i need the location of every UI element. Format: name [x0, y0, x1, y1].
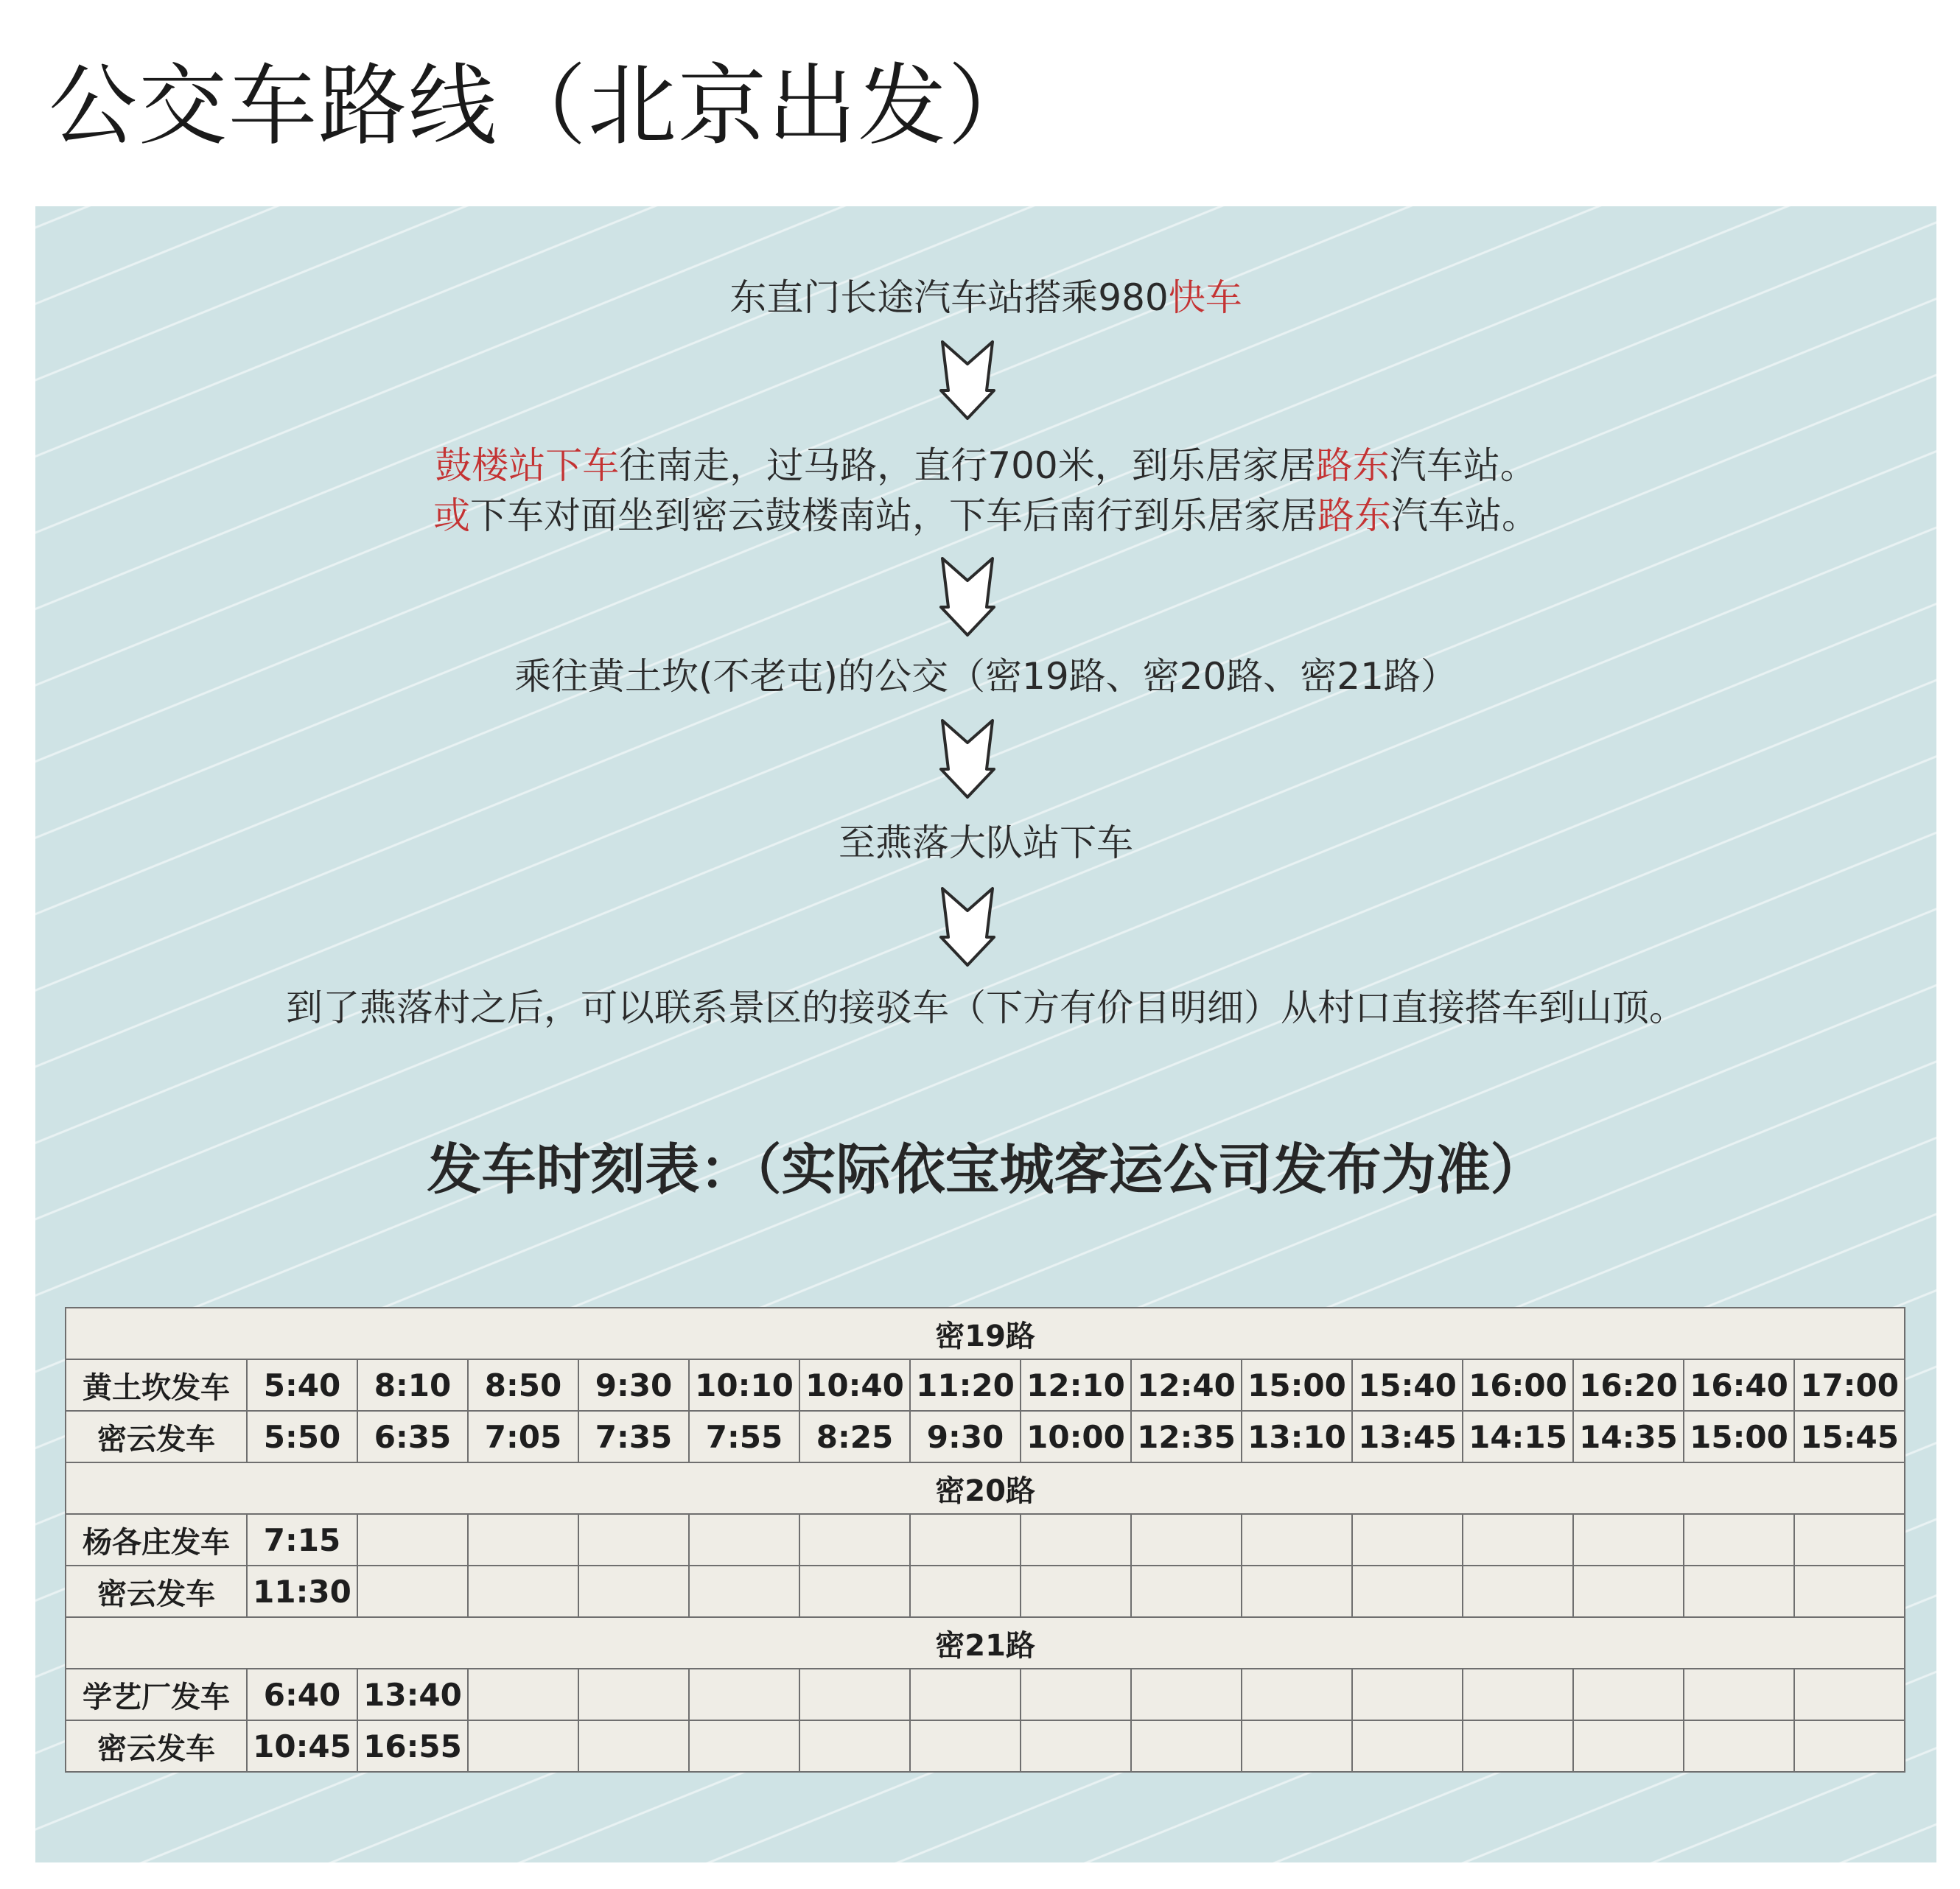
- departure-time-cell: 13:40: [357, 1669, 468, 1720]
- departure-time-cell: [1242, 1669, 1352, 1720]
- flow-step-2b-text-b: 下车对面坐到密云鼓楼南站，下车后南行到乐居家居: [470, 494, 1317, 537]
- departure-time-cell: [1242, 1514, 1352, 1566]
- departure-time-cell: 10:00: [1021, 1411, 1131, 1462]
- departure-time-cell: 7:15: [247, 1514, 357, 1566]
- departure-time-cell: [357, 1514, 468, 1566]
- departure-time-cell: 13:10: [1242, 1411, 1352, 1462]
- departure-time-cell: 14:35: [1573, 1411, 1684, 1462]
- departure-time-cell: [1684, 1669, 1794, 1720]
- departure-time-cell: [1352, 1514, 1463, 1566]
- departure-time-cell: 7:35: [578, 1411, 689, 1462]
- departure-time-cell: 6:35: [357, 1411, 468, 1462]
- departure-label: 密云发车: [66, 1720, 247, 1772]
- departure-time-cell: 15:00: [1242, 1359, 1352, 1411]
- departure-time-cell: [799, 1669, 910, 1720]
- departure-time-cell: [578, 1669, 689, 1720]
- departure-time-cell: 16:00: [1463, 1359, 1573, 1411]
- flow-step-2-highlight-c: 路东: [1315, 444, 1390, 487]
- flow-step-1: [35, 273, 1936, 323]
- flow-step-1-highlight: 快车: [1168, 276, 1242, 319]
- departure-time-cell: [689, 1514, 799, 1566]
- departure-time-cell: 12:35: [1131, 1411, 1242, 1462]
- flow-step-2-text-b: 往南走，过马路，直行700米，到乐居家居: [619, 444, 1316, 487]
- departure-label: 密云发车: [66, 1411, 247, 1462]
- departure-time-cell: [1131, 1720, 1242, 1772]
- departure-time-cell: [1794, 1669, 1905, 1720]
- flow-step-2b-highlight-c: 路东: [1317, 494, 1391, 537]
- departure-time-cell: 16:40: [1684, 1359, 1794, 1411]
- departure-time-cell: [1242, 1720, 1352, 1772]
- departure-time-cell: [1131, 1669, 1242, 1720]
- departure-time-cell: [1573, 1566, 1684, 1617]
- departure-time-cell: [357, 1566, 468, 1617]
- departure-time-cell: [1352, 1720, 1463, 1772]
- departure-time-cell: [1021, 1566, 1131, 1617]
- departure-time-cell: [1684, 1514, 1794, 1566]
- flow-step-1-text: 东直门长途汽车站搭乘980: [729, 276, 1169, 319]
- departure-time-cell: [578, 1514, 689, 1566]
- departure-label: 密云发车: [66, 1566, 247, 1617]
- departure-time-cell: 15:40: [1352, 1359, 1463, 1411]
- departure-time-cell: [1684, 1720, 1794, 1772]
- departure-time-cell: 15:00: [1684, 1411, 1794, 1462]
- flow-step-2-text-d: 汽车站。: [1389, 444, 1537, 487]
- flow-step-5: 到了燕落村之后，可以联系景区的接驳车（下方有价目明细）从村口直接搭车到山顶。: [286, 986, 1686, 1029]
- departure-time-cell: [468, 1720, 578, 1772]
- departure-time-cell: 12:40: [1131, 1359, 1242, 1411]
- table-row: [66, 1514, 1905, 1566]
- departure-time-cell: 8:25: [799, 1411, 910, 1462]
- departure-time-cell: [689, 1566, 799, 1617]
- departure-time-cell: 17:00: [1794, 1359, 1905, 1411]
- route-panel: [35, 206, 1936, 1862]
- departure-time-cell: 9:30: [578, 1359, 689, 1411]
- departure-time-cell: [1463, 1669, 1573, 1720]
- departure-time-cell: 16:20: [1573, 1359, 1684, 1411]
- departure-time-cell: 16:55: [357, 1720, 468, 1772]
- departure-time-cell: [1352, 1566, 1463, 1617]
- departure-time-cell: [1352, 1669, 1463, 1720]
- departure-time-cell: [468, 1669, 578, 1720]
- departure-time-cell: [1463, 1514, 1573, 1566]
- departure-time-cell: [910, 1669, 1021, 1720]
- timetable: [65, 1307, 1905, 1773]
- down-arrow-icon: [938, 886, 997, 968]
- departure-time-cell: [1794, 1566, 1905, 1617]
- departure-time-cell: 10:10: [689, 1359, 799, 1411]
- departure-time-cell: [1573, 1720, 1684, 1772]
- table-row: [66, 1669, 1905, 1720]
- departure-time-cell: [1131, 1514, 1242, 1566]
- flow-step-4: 至燕落大队站下车: [839, 821, 1133, 864]
- flow-step-2b-highlight-a: 或: [433, 494, 470, 537]
- departure-time-cell: [799, 1566, 910, 1617]
- departure-time-cell: [910, 1566, 1021, 1617]
- table-row: [66, 1359, 1905, 1411]
- down-arrow-icon: [938, 718, 997, 800]
- departure-time-cell: [1242, 1566, 1352, 1617]
- departure-time-cell: [1131, 1566, 1242, 1617]
- route-header-row: [66, 1617, 1905, 1669]
- route-name: 密21路: [66, 1617, 1905, 1669]
- departure-time-cell: [910, 1720, 1021, 1772]
- departure-time-cell: [799, 1720, 910, 1772]
- route-header-row: [66, 1462, 1905, 1514]
- table-row: [66, 1566, 1905, 1617]
- flow-step-2-line-1: [35, 441, 1936, 491]
- departure-time-cell: [1794, 1514, 1905, 1566]
- departure-time-cell: [578, 1566, 689, 1617]
- down-arrow-icon: [938, 556, 997, 638]
- departure-time-cell: [1794, 1720, 1905, 1772]
- departure-time-cell: 5:40: [247, 1359, 357, 1411]
- departure-time-cell: [1463, 1566, 1573, 1617]
- departure-time-cell: 13:45: [1352, 1411, 1463, 1462]
- departure-label: 黄土坎发车: [66, 1359, 247, 1411]
- departure-time-cell: 15:45: [1794, 1411, 1905, 1462]
- departure-time-cell: [1573, 1514, 1684, 1566]
- schedule-title: 发车时刻表：（实际依宝城客运公司发布为准）: [427, 1138, 1545, 1202]
- flow-step-2-highlight-a: 鼓楼站下车: [435, 444, 620, 487]
- departure-time-cell: [468, 1566, 578, 1617]
- route-name: 密20路: [66, 1462, 1905, 1514]
- departure-time-cell: [578, 1720, 689, 1772]
- flow-step-3: 乘往黄土坎(不老屯)的公交（密19路、密20路、密21路）: [514, 655, 1457, 698]
- departure-time-cell: [1021, 1720, 1131, 1772]
- departure-time-cell: 9:30: [910, 1411, 1021, 1462]
- departure-time-cell: [1463, 1720, 1573, 1772]
- departure-time-cell: 7:05: [468, 1411, 578, 1462]
- departure-time-cell: [689, 1669, 799, 1720]
- departure-time-cell: 14:15: [1463, 1411, 1573, 1462]
- departure-time-cell: [1021, 1669, 1131, 1720]
- page-title: 公交车路线（北京出发）: [49, 55, 1037, 158]
- down-arrow-icon: [938, 339, 997, 421]
- departure-time-cell: 8:10: [357, 1359, 468, 1411]
- table-row: [66, 1411, 1905, 1462]
- departure-time-cell: 5:50: [247, 1411, 357, 1462]
- departure-time-cell: 6:40: [247, 1669, 357, 1720]
- departure-time-cell: [1684, 1566, 1794, 1617]
- route-header-row: [66, 1308, 1905, 1359]
- departure-label: 学艺厂发车: [66, 1669, 247, 1720]
- table-row: [66, 1720, 1905, 1772]
- departure-time-cell: 12:10: [1021, 1359, 1131, 1411]
- departure-time-cell: 11:30: [247, 1566, 357, 1617]
- departure-time-cell: 10:45: [247, 1720, 357, 1772]
- departure-time-cell: [1573, 1669, 1684, 1720]
- flow-step-2b-text-d: 汽车站。: [1391, 494, 1539, 537]
- departure-time-cell: 10:40: [799, 1359, 910, 1411]
- timetable-body: [66, 1308, 1905, 1772]
- departure-time-cell: 11:20: [910, 1359, 1021, 1411]
- departure-time-cell: 8:50: [468, 1359, 578, 1411]
- route-name: 密19路: [66, 1308, 1905, 1359]
- departure-time-cell: [1021, 1514, 1131, 1566]
- departure-time-cell: [910, 1514, 1021, 1566]
- departure-label: 杨各庄发车: [66, 1514, 247, 1566]
- departure-time-cell: 7:55: [689, 1411, 799, 1462]
- flow-step-2-line-2: [35, 491, 1936, 541]
- departure-time-cell: [468, 1514, 578, 1566]
- departure-time-cell: [689, 1720, 799, 1772]
- departure-time-cell: [799, 1514, 910, 1566]
